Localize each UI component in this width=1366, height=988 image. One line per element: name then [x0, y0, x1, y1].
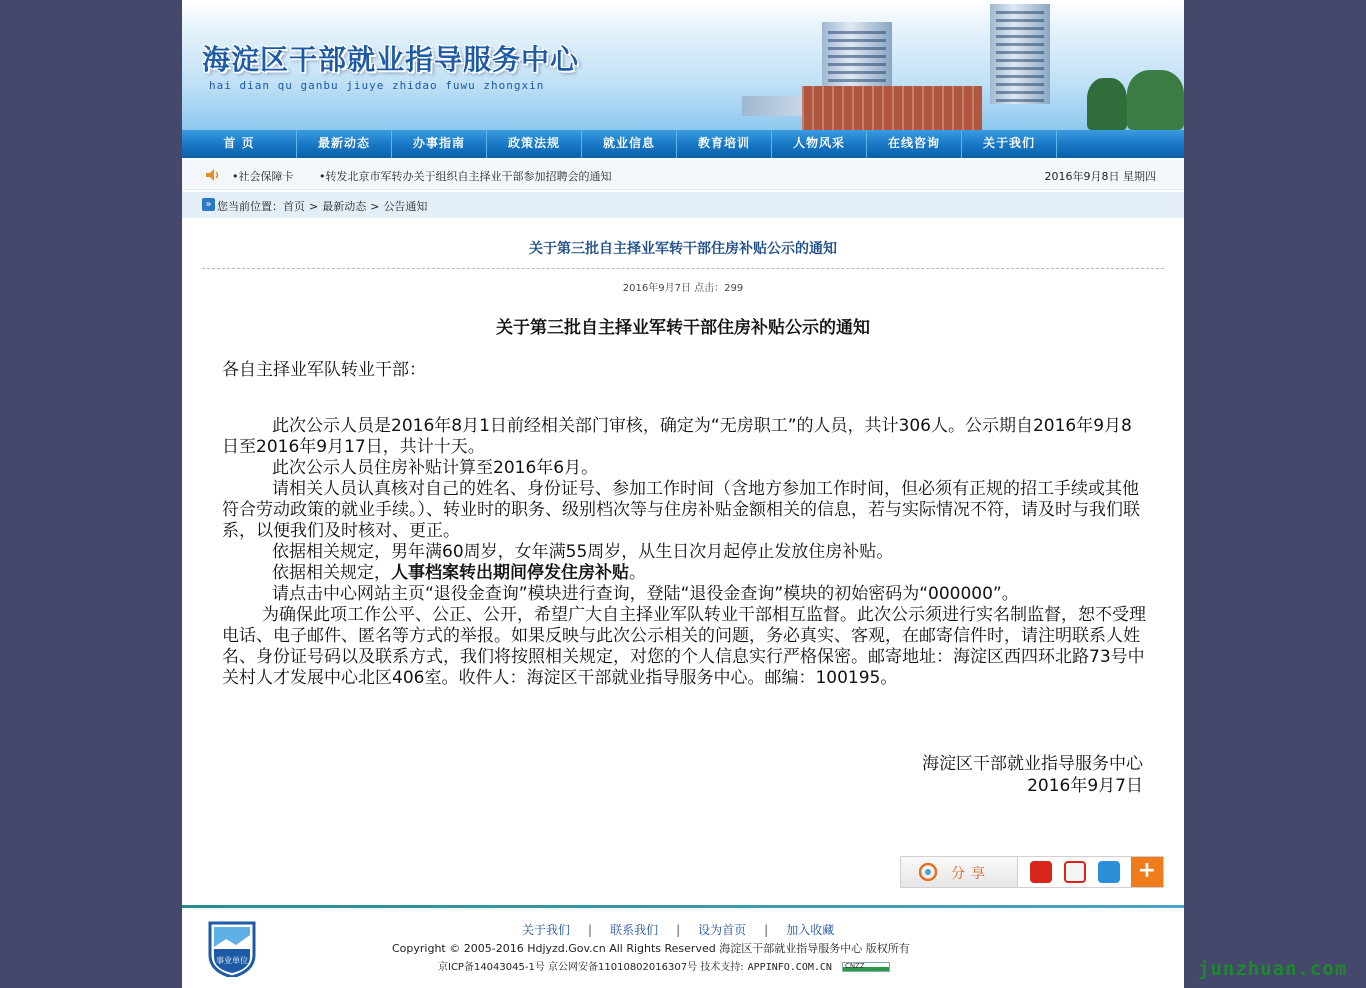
banner-building-facade	[802, 86, 982, 130]
paragraph-text: 依据相关规定，	[272, 563, 391, 583]
footer-link-sep: |	[764, 923, 769, 937]
paragraph-bold-text: 人事档案转出期间停发住房补贴	[391, 563, 629, 583]
tech-support-link[interactable]: APPINFO.COM.CN	[747, 962, 832, 973]
location-icon: »	[202, 198, 215, 211]
site-watermark: junzhuan.com	[1198, 958, 1348, 980]
banner-tree	[1127, 70, 1184, 130]
share-bar	[900, 856, 1164, 888]
nav-item-training[interactable]: 教育培训	[677, 130, 772, 158]
divider	[202, 268, 1164, 269]
qzone-icon[interactable]	[1098, 861, 1120, 883]
footer-link-contact[interactable]: 联系我们	[610, 923, 659, 937]
article-title: 关于第三批自主择业军转干部住房补贴公示的通知	[496, 318, 870, 338]
signature-org: 海淀区干部就业指导服务中心	[922, 754, 1143, 774]
paragraph: 依据相关规定，男年满60周岁，女年满55周岁，从生日次月起停止发放住房补贴。	[272, 542, 894, 562]
share-label[interactable]: 分享	[951, 866, 991, 882]
nav-item-news[interactable]: 最新动态	[297, 130, 392, 158]
current-date: 2016年9月8日 星期四	[1044, 170, 1156, 183]
paragraph: 此次公示人员是2016年8月1日前经相关部门审核，确定为“无房职工”的人员，共计306人。公示期自2016年9月8日至2016年9月17日，共计十天。	[222, 416, 1132, 457]
main-nav	[182, 130, 1184, 158]
article-meta: 2016年9月7日 点击：299	[622, 283, 744, 294]
paragraph-text: 。	[629, 563, 646, 583]
footer-link-sep: |	[676, 923, 681, 937]
nav-item-home[interactable]: 首 页	[182, 130, 297, 158]
signature-date: 2016年9月7日	[1027, 776, 1143, 796]
ticker-link[interactable]: •转发北京市军转办关于组织自主择业干部参加招聘会的通知	[319, 170, 612, 183]
nav-item-jobs[interactable]: 就业信息	[582, 130, 677, 158]
share-icons	[1017, 857, 1132, 887]
public-institution-badge	[206, 917, 258, 977]
article-signature	[922, 753, 1143, 797]
news-ticker	[182, 160, 1184, 190]
article-body	[222, 416, 1147, 689]
footer	[182, 908, 1184, 988]
footer-links	[522, 921, 834, 938]
nav-item-policy[interactable]: 政策法规	[487, 130, 582, 158]
breadcrumb-sep: >	[309, 200, 319, 213]
breadcrumb-home[interactable]: 首页	[283, 200, 305, 213]
nav-item-about[interactable]: 关于我们	[962, 130, 1057, 158]
banner-tree	[1087, 78, 1127, 130]
nav-item-guide[interactable]: 办事指南	[392, 130, 487, 158]
paragraph: 此次公示人员住房补贴计算至2016年6月。	[272, 458, 599, 478]
badge-text: 事业单位	[216, 956, 248, 965]
article-salutation: 各自主择业军队转业干部：	[222, 360, 426, 380]
banner-building-right	[990, 4, 1050, 104]
speaker-icon	[206, 169, 220, 181]
renren-icon[interactable]	[1030, 861, 1052, 883]
share-more-button[interactable]: +	[1131, 857, 1163, 887]
paragraph	[222, 563, 1147, 584]
footer-link-favorite[interactable]: 加入收藏	[786, 923, 835, 937]
footer-link-sep: |	[588, 923, 593, 937]
nav-item-consult[interactable]: 在线咨询	[867, 130, 962, 158]
footer-icp	[438, 958, 890, 973]
cnzz-badge[interactable]: CNZZ	[842, 962, 890, 972]
breadcrumb	[182, 192, 1184, 218]
breadcrumb-news[interactable]: 最新动态	[322, 200, 367, 213]
paragraph: 请相关人员认真核对自己的姓名、身份证号、参加工作时间（含地方参加工作时间，但必须有正规的招工手续或其他符合劳动政策的就业手续。）、转业时的职务、级别档次等与住房补贴金额相关的信息，若与实际情况不符，请及时与我们联系，以便我们及时核对、更正。	[222, 479, 1140, 541]
ticker-link[interactable]: •社会保障卡	[232, 170, 294, 183]
share-logo-icon	[919, 863, 937, 881]
article-heading: 关于第三批自主择业军转干部住房补贴公示的通知	[529, 241, 837, 257]
page-container	[182, 0, 1184, 988]
paragraph: 请点击中心网站主页“退役金查询”模块进行查询，登陆“退役金查询”模块的初始密码为“000000”。	[272, 584, 1019, 604]
footer-link-about[interactable]: 关于我们	[522, 923, 571, 937]
header-banner	[182, 0, 1184, 130]
breadcrumb-notices[interactable]: 公告通知	[383, 200, 428, 213]
breadcrumb-sep: >	[370, 200, 380, 213]
nav-item-people[interactable]: 人物风采	[772, 130, 867, 158]
breadcrumb-prefix: 您当前位置：	[217, 200, 283, 213]
icp-text: 京ICP备14043045-1号 京公网安备11010802016307号 技术支持:	[438, 962, 744, 973]
footer-copyright: Copyright © 2005-2016 Hdjyzd.Gov.cn All Rights Reserved 海淀区干部就业指导服务中心 版权所有	[392, 942, 910, 955]
paragraph: 为确保此项工作公平、公正、公开，希望广大自主择业军队转业干部相互监督。此次公示须进行实名制监督，恕不受理电话、电子邮件、匿名等方式的举报。如果反映与此次公示相关的问题，务必真实、客观，在邮寄信件时，请注明联系人姓名、身份证号码以及联系方式，我们将按照相关规定，对您的个人信息实行严格保密。邮寄地址：海淀区西四环北路73号中关村人才发展中心北区406室。收件人：海淀区干部就业指导服务中心。邮编：100195。	[222, 605, 1146, 688]
site-pinyin: hai dian qu ganbu jiuye zhidao fuwu zhongxin	[209, 79, 545, 92]
weibo-icon[interactable]	[1064, 861, 1086, 883]
site-title: 海淀区干部就业指导服务中心	[202, 43, 580, 76]
footer-link-homepage[interactable]: 设为首页	[698, 923, 747, 937]
